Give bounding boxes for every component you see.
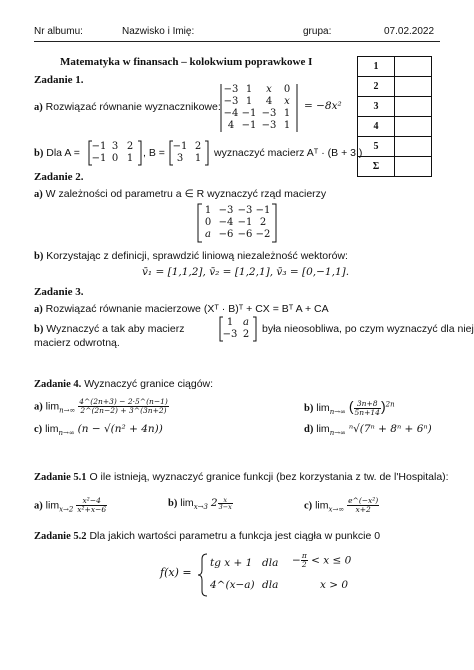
z4-d <box>304 423 432 437</box>
m-cell: 1 <box>126 153 134 164</box>
m-cell: 0 <box>283 84 291 95</box>
m-cell: 2 <box>259 217 267 228</box>
m-cell: 1 <box>245 96 253 107</box>
m-cell: 0 <box>111 153 119 164</box>
z4-a-den: 2^(2n−2) + 3^(3n+2) <box>80 406 167 415</box>
z3-b-line <box>34 323 184 335</box>
m-cell: x <box>266 84 272 95</box>
z51-heading-text: O ile istnieją, wyznaczyć granice funkcji (bez korzystania z tw. de l'Hospitala): <box>89 471 449 483</box>
score-cell-5[interactable] <box>395 137 432 157</box>
z51-b-frac <box>218 497 233 510</box>
m-cell: 3 <box>176 153 184 164</box>
header-rule <box>34 41 440 42</box>
z52-case2-expr: 4^(x−a) <box>210 579 255 591</box>
m-cell: 3 <box>111 141 119 152</box>
z51-c-den: x+2 <box>355 505 371 514</box>
z51-b-num: x <box>218 497 233 504</box>
m-cell: −4 <box>223 108 239 119</box>
m-cell: −1 <box>237 217 253 228</box>
z4-b: b) $\lim_{n\to\infty}$ ( $\frac{3n+8}{5n+14}$ )$^{2n}$ <box>304 398 395 417</box>
m-cell: −6 <box>237 229 253 240</box>
z52-heading-line <box>34 530 380 542</box>
z52-case1-cond <box>292 552 351 569</box>
z51-a-lim: lim <box>45 499 60 512</box>
m-cell: −1 <box>91 141 107 152</box>
m-cell: −2 <box>255 229 271 240</box>
z1-b-text3: wyznaczyć macierz Aᵀ · (B + 3I) <box>214 147 363 159</box>
z1-b-matrix-b <box>168 140 210 166</box>
m-cell: −1 <box>241 120 257 131</box>
z1-b-label: b) <box>34 148 44 159</box>
m-cell: 1 <box>204 205 212 216</box>
z51-b-label: b) <box>168 498 178 509</box>
m-cell: −3 <box>261 120 277 131</box>
z1-b-text1: Dla A = <box>46 147 80 159</box>
z4-d-label: d) <box>304 424 314 435</box>
m-cell: −1 <box>91 153 107 164</box>
z2-b-label: b) <box>34 251 44 262</box>
z4-heading-line <box>34 378 213 390</box>
z51-b <box>168 497 233 511</box>
m-cell: 1 <box>283 120 291 131</box>
z2-a-label: a) <box>34 189 43 200</box>
score-label-2: 2 <box>358 77 395 97</box>
z4-d-lim: lim <box>316 423 330 435</box>
z1-b-line <box>34 147 80 159</box>
z4-d-sub: n→∞ <box>329 429 346 438</box>
m-cell: 1 <box>283 108 291 119</box>
z52-pi-frac <box>301 552 308 569</box>
z52-heading: Zadanie 5.2 <box>34 531 87 542</box>
score-cell-1[interactable] <box>395 57 432 77</box>
z3-a-text: Rozwiązać równanie macierzowe (Xᵀ · B)ᵀ + CX = Bᵀ A + CA <box>45 303 329 315</box>
z51-c-lim: lim <box>315 499 329 512</box>
z52-f-lhs: f(x) = <box>160 566 192 579</box>
z3-b-text1: Wyznaczyć a tak aby macierz <box>46 323 185 335</box>
z1-a-line <box>34 101 221 113</box>
z2-heading: Zadanie 2. <box>34 171 84 183</box>
header-name: Nazwisko i Imię: <box>122 26 195 37</box>
z3-b-text2: była nieosobliwa, po czym wyznaczyć dla niej <box>262 323 474 335</box>
m-cell: 1 <box>245 84 253 95</box>
score-cell-sum[interactable] <box>395 157 432 177</box>
z4-a-num: 4^(2n+3) − 2·5^(n−1) <box>79 397 168 406</box>
m-cell: −4 <box>218 217 234 228</box>
z52-case1-expr: tg x + 1 <box>210 557 253 569</box>
z3-b-text3: macierz odwrotną. <box>34 337 120 349</box>
score-cell-4[interactable] <box>395 117 432 137</box>
m-cell: −3 <box>237 205 253 216</box>
z2-a-text: W zależności od parametru a ∈ R wyznaczyć rząd macierzy <box>45 188 327 200</box>
z1-a-text: Rozwiązać równanie wyznacznikowe: <box>45 101 221 113</box>
z2-a-line <box>34 188 326 200</box>
z4-c-label: c) <box>34 424 43 435</box>
z4-a <box>34 398 169 415</box>
score-label-5: 5 <box>358 137 395 157</box>
score-label-4: 4 <box>358 117 395 137</box>
m-cell: 4 <box>227 120 235 131</box>
header-date: 07.02.2022 <box>384 26 435 37</box>
m-cell: −3 <box>223 84 239 95</box>
z51-c-sub: x→∞ <box>328 505 345 514</box>
header-album: Nr albumu: <box>34 26 83 37</box>
z4-a-sub: n→∞ <box>59 406 76 415</box>
z51-c-label: c) <box>304 500 313 512</box>
z4-b-den: 5n+14 <box>354 407 380 417</box>
z4-b-sub: n→∞ <box>329 408 346 417</box>
z3-a-label: a) <box>34 304 43 315</box>
z51-a-den: x²+x−6 <box>77 505 107 514</box>
z4-b-frac <box>354 400 381 417</box>
z1-heading: Zadanie 1. <box>34 74 84 86</box>
page-title: Matematyka w finansach – kolokwium poprawkowe I <box>60 56 313 68</box>
z1-a-rhs: = −8x² <box>304 100 342 112</box>
m-cell: −3 <box>222 329 238 340</box>
z51-b-sub: x→3 <box>193 503 208 512</box>
score-label-1: 1 <box>358 57 395 77</box>
z4-b-num: 3n+8 <box>354 400 381 409</box>
z52-case1-cond-post: < x ≤ 0 <box>311 554 352 567</box>
z1-b-text2: , B = <box>143 147 165 159</box>
z51-a-num: x²−4 <box>76 497 107 506</box>
header-group: grupa: <box>303 26 332 37</box>
z4-heading: Zadanie 4. <box>34 379 82 390</box>
z4-b-exp: 2n <box>385 400 395 409</box>
m-cell: 2 <box>194 141 202 152</box>
z3-b-label: b) <box>34 324 44 335</box>
z4-c <box>34 423 163 437</box>
z4-b-lim: lim <box>316 402 330 414</box>
z52-case1-word: dla <box>262 557 279 569</box>
m-cell: 0 <box>204 217 212 228</box>
z51-a-label: a) <box>34 500 43 512</box>
z51-c-frac <box>347 497 379 514</box>
z2-b-line <box>34 250 348 262</box>
z1-a-label: a) <box>34 102 43 113</box>
z4-a-lim: lim <box>45 400 60 413</box>
m-cell: −1 <box>172 141 188 152</box>
z4-d-expr: ⁿ√(7ⁿ + 8ⁿ + 6ⁿ) <box>348 423 432 435</box>
m-cell: 1 <box>226 317 234 328</box>
z52-two: 2 <box>301 560 307 569</box>
z51-a-sub: x→2 <box>59 505 74 514</box>
m-cell: a <box>205 229 211 240</box>
z52-case1-cond-pre: − <box>292 554 301 567</box>
m-cell: −1 <box>241 108 257 119</box>
z4-a-label: a) <box>34 401 43 413</box>
score-label-sum: Σ <box>358 157 395 177</box>
m-cell: −3 <box>218 205 234 216</box>
z1-a-matrix <box>218 82 300 134</box>
z51-heading: Zadanie 5.1 <box>34 472 87 483</box>
z4-c-sub: n→∞ <box>58 429 75 438</box>
m-cell: −1 <box>255 205 271 216</box>
score-cell-3[interactable] <box>395 97 432 117</box>
z4-b-label: b) <box>304 403 314 414</box>
z2-b-text: Korzystając z definicji, sprawdzić liniową niezależność wektorów: <box>46 250 348 262</box>
score-cell-2[interactable] <box>395 77 432 97</box>
score-table <box>357 56 432 177</box>
m-cell: −6 <box>218 229 234 240</box>
m-cell: 4 <box>265 96 273 107</box>
z4-a-frac <box>78 398 169 415</box>
m-cell: 2 <box>242 329 250 340</box>
z51-b-lim: lim <box>180 497 194 509</box>
z52-pi: π <box>301 551 307 560</box>
z51-a <box>34 497 107 514</box>
m-cell: −3 <box>261 108 277 119</box>
z51-c-num: e^(−x²) <box>348 496 379 505</box>
z2-b-vectors: v̄₁ = [1,1,2], v̄₂ = [1,2,1], v̄₃ = [0,−1,1]. <box>142 266 350 278</box>
score-label-3: 3 <box>358 97 395 117</box>
z52-case2-cond: x > 0 <box>320 579 349 591</box>
z4-c-expr: (n − √(n² + 4n)) <box>77 423 163 435</box>
m-cell: 2 <box>126 141 134 152</box>
z51-heading-line <box>34 471 449 483</box>
z51-c <box>304 497 379 514</box>
brace-icon <box>197 553 209 597</box>
z3-a-line <box>34 303 329 315</box>
z2-a-matrix <box>196 203 278 243</box>
z1-b-matrix-a <box>87 140 143 166</box>
z52-case2-word: dla <box>262 579 279 591</box>
z4-heading-text: Wyznaczyć granice ciągów: <box>84 378 214 390</box>
m-cell: 1 <box>194 153 202 164</box>
z3-b-matrix <box>218 316 258 342</box>
z52-heading-text: Dla jakich wartości parametru a funkcja jest ciągła w punkcie 0 <box>89 530 381 542</box>
m-cell: x <box>284 96 290 107</box>
z51-a-frac <box>76 497 107 514</box>
z51-b-den: 3−x <box>218 503 232 511</box>
m-cell: −3 <box>223 96 239 107</box>
m-cell: a <box>243 317 249 328</box>
z3-heading: Zadanie 3. <box>34 286 84 298</box>
z4-c-lim: lim <box>45 423 59 435</box>
z51-b-base: 2 <box>210 497 218 509</box>
